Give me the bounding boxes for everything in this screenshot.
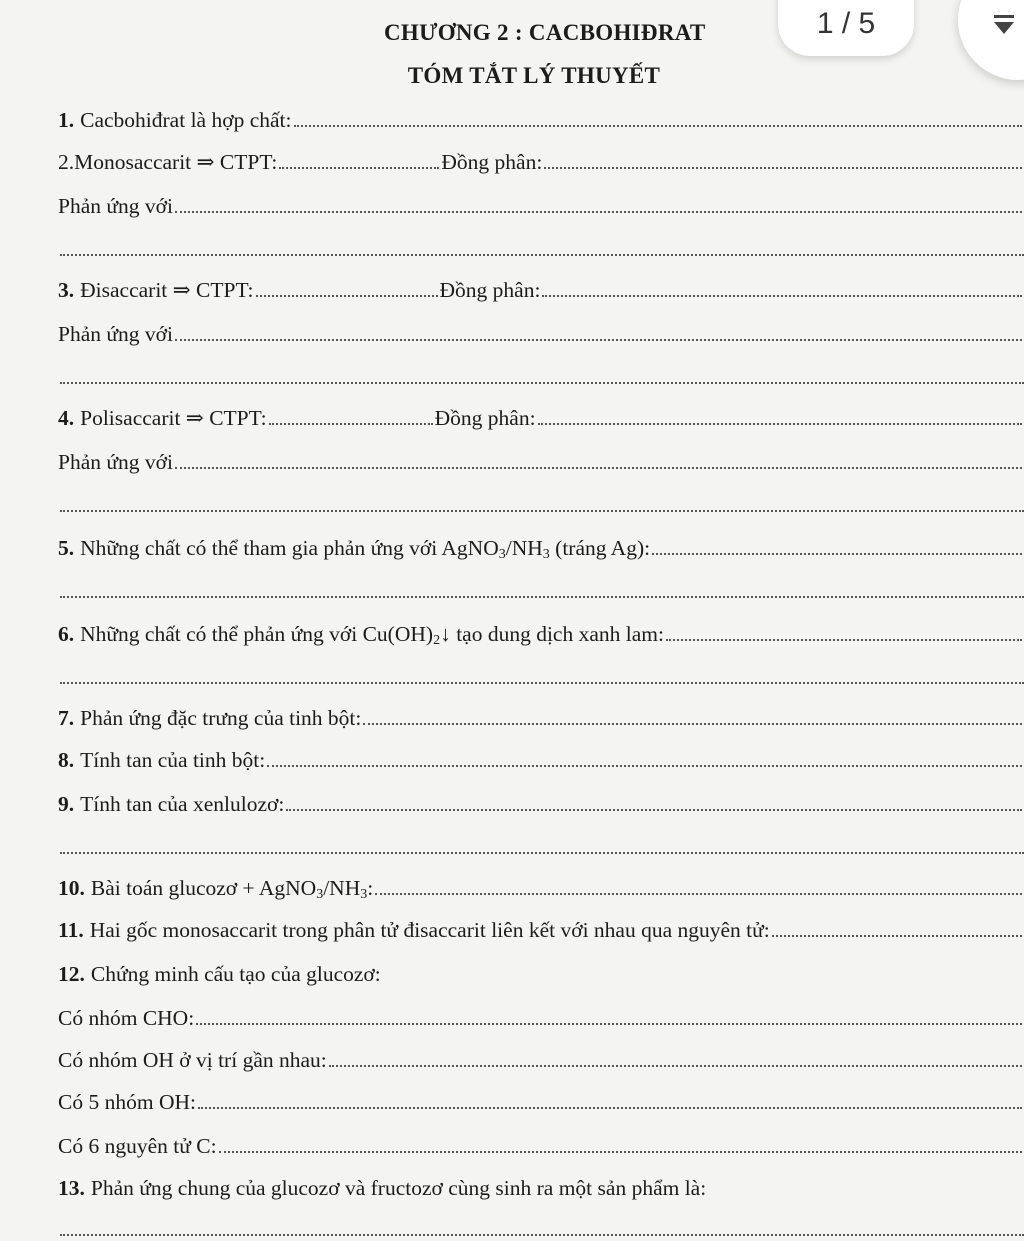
item-number: 9.	[58, 792, 75, 816]
answer-blank[interactable]	[175, 463, 1022, 469]
sub-item-text: Có nhóm CHO:	[58, 1006, 195, 1030]
answer-blank[interactable]	[329, 1061, 1022, 1067]
sub-item-text: Có 6 nguyên tử C:	[58, 1134, 217, 1158]
item-number: 10.	[58, 876, 85, 900]
item-number: 2.	[58, 150, 75, 174]
answer-blank-line[interactable]	[60, 252, 1024, 256]
reaction-label: Phản ứng với	[58, 450, 173, 474]
item-number: 4.	[58, 406, 75, 430]
item-2-reaction	[58, 194, 1024, 219]
reaction-label: Phản ứng với	[58, 194, 173, 218]
item-text: Những chất có thể phản ứng với $Cu(OH)_2↓$ tạo dung dịch xanh lam:	[80, 622, 664, 648]
item-4	[58, 406, 1024, 431]
answer-blank-line[interactable]	[60, 594, 1024, 598]
item-number: 3.	[58, 278, 75, 302]
answer-blank[interactable]	[267, 761, 1022, 767]
item-text: Phản ứng chung của glucozơ và fructozơ cùng sinh ra một sản phẩm là:	[90, 1176, 707, 1200]
item-12-oh-adjacent	[58, 1048, 1024, 1073]
item-text: Monosaccarit ⇒ CTPT:	[74, 150, 278, 174]
item-text: Đisaccarit ⇒ CTPT:	[80, 278, 254, 302]
answer-blank[interactable]	[256, 291, 438, 297]
answer-blank[interactable]	[175, 207, 1022, 213]
item-3-reaction	[58, 322, 1024, 347]
item-text: Bài toán glucozơ + $AgNO_3/NH_3$:	[90, 876, 374, 902]
sub-item-text: Có nhóm OH ở vị trí gần nhau:	[58, 1048, 327, 1072]
item-8	[58, 748, 1024, 773]
item-number: 13.	[58, 1176, 85, 1200]
item-text: Chứng minh cấu tạo của glucozơ:	[90, 962, 381, 986]
summary-title: TÓM TẮT LÝ THUYẾT	[407, 63, 661, 88]
answer-blank[interactable]	[363, 719, 1022, 725]
item-text: Phản ứng đặc trưng của tinh bột:	[80, 706, 362, 730]
item-text-isomer: Đồng phân:	[434, 406, 536, 430]
answer-blank[interactable]	[219, 1147, 1022, 1153]
answer-blank[interactable]	[542, 291, 1022, 297]
reaction-label: Phản ứng với	[58, 322, 173, 346]
item-text: Polisaccarit ⇒ CTPT:	[80, 406, 267, 430]
item-4-reaction	[58, 450, 1024, 475]
sub-item-text: Có 5 nhóm OH:	[58, 1090, 196, 1114]
item-text-isomer: Đồng phân:	[439, 278, 541, 302]
answer-blank-line[interactable]	[60, 680, 1024, 684]
scroll-down-arrow	[994, 22, 1014, 34]
answer-blank[interactable]	[666, 635, 1022, 641]
answer-blank-line[interactable]	[60, 508, 1024, 512]
item-text-isomer: Đồng phân:	[441, 150, 543, 174]
item-5	[58, 536, 1024, 561]
answer-blank-line[interactable]	[60, 380, 1024, 384]
answer-blank[interactable]	[772, 931, 1022, 937]
item-text: Những chất có thể tham gia phản ứng với $AgNO_3/NH_3$ (tráng Ag):	[80, 536, 651, 562]
item-12	[58, 962, 1024, 987]
item-12-six-c	[58, 1134, 1024, 1159]
answer-blank-line[interactable]	[60, 1232, 1024, 1236]
answer-blank[interactable]	[286, 805, 1022, 811]
item-number: 11.	[58, 918, 84, 942]
answer-blank[interactable]	[375, 889, 1022, 895]
item-9	[58, 792, 1024, 817]
item-12-cho	[58, 1006, 1024, 1031]
answer-blank-line[interactable]	[60, 850, 1024, 854]
item-10	[58, 876, 1024, 901]
answer-blank[interactable]	[196, 1019, 1022, 1025]
item-number: 6.	[58, 622, 75, 646]
item-text: Tính tan của tinh bột:	[80, 748, 266, 772]
item-number: 12.	[58, 962, 85, 986]
answer-blank[interactable]	[652, 549, 1022, 555]
answer-blank[interactable]	[294, 121, 1023, 127]
page-indicator: 1 / 5	[778, 0, 914, 56]
item-1	[58, 108, 1024, 133]
answer-blank[interactable]	[175, 335, 1022, 341]
answer-blank[interactable]	[279, 163, 439, 169]
item-2	[58, 150, 1024, 175]
item-text: Tính tan của xenlulozơ:	[80, 792, 285, 816]
answer-blank[interactable]	[269, 419, 433, 425]
item-number: 5.	[58, 536, 75, 560]
scroll-down-icon	[994, 15, 1014, 18]
item-6	[58, 622, 1024, 647]
item-12-five-oh	[58, 1090, 1024, 1115]
item-number: 8.	[58, 748, 75, 772]
answer-blank[interactable]	[538, 419, 1022, 425]
item-11	[58, 918, 1024, 943]
answer-blank[interactable]	[198, 1103, 1022, 1109]
item-number: 7.	[58, 706, 75, 730]
item-13	[58, 1176, 1024, 1201]
answer-blank[interactable]	[544, 163, 1022, 169]
item-text: Hai gốc monosaccarit trong phân tử đisaccarit liên kết với nhau qua nguyên tử:	[89, 918, 770, 942]
item-text: Cacbohiđrat là hợp chất:	[80, 108, 292, 132]
chapter-title: CHƯƠNG 2 : CACBOHIĐRAT	[384, 20, 706, 45]
item-7	[58, 706, 1024, 731]
item-3	[58, 278, 1024, 303]
item-number: 1.	[58, 108, 75, 132]
